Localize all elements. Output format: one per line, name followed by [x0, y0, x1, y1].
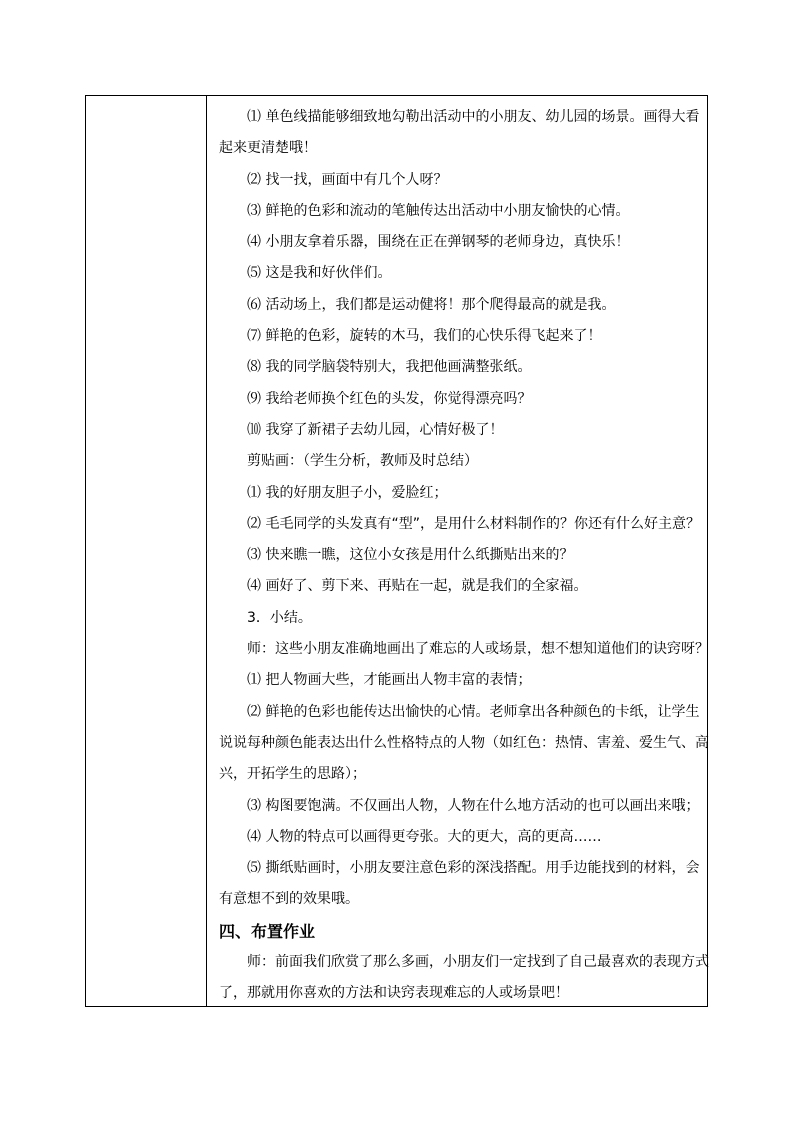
paragraph-line: 师：前面我们欣赏了那么多画，小朋友们一定找到了自己最喜欢的表现方式 — [247, 954, 709, 971]
paragraph-line: ⑷ 小朋友拿着乐器，围绕在正在弹钢琴的老师身边，真快乐！ — [247, 234, 630, 251]
paragraph-line: 起来更清楚哦！ — [219, 140, 317, 157]
paragraph-line: 说说每种颜色能表达出什么性格特点的人物（如红色：热情、害羞、爱生气、高 — [219, 734, 709, 751]
paragraph-line: 兴，开拓学生的思路）； — [219, 766, 366, 783]
paragraph-line: 师：这些小朋友准确地画出了难忘的人或场景，想不想知道他们的诀窍呀？ — [247, 641, 709, 658]
paragraph-line: ⑴ 我的好朋友胆子小，爱脸红； — [247, 484, 448, 501]
paragraph-line: ⑷ 人物的特点可以画得更夸张。大的更大，高的更高…… — [247, 828, 602, 845]
paragraph-line: ⑸ 这是我和好伙伴们。 — [247, 265, 392, 282]
paragraph-line: 了，那就用你喜欢的方法和诀窍表现难忘的人或场景吧！ — [219, 985, 569, 1002]
section-heading: 四、布置作业 — [219, 921, 316, 941]
paragraph-line: 3．小结。 — [247, 609, 312, 626]
paragraph-line: 有意想不到的效果哦。 — [219, 891, 359, 908]
paragraph-line: ⑺ 鲜艳的色彩，旋转的木马，我们的心快乐得飞起来了！ — [247, 328, 602, 345]
paragraph-line: ⑵ 找一找，画面中有几个人呀？ — [247, 171, 448, 188]
paragraph-line: ⑼ 我给老师换个红色的头发，你觉得漂亮吗？ — [247, 390, 532, 407]
paragraph-line: ⑶ 鲜艳的色彩和流动的笔触传达出活动中小朋友愉快的心情。 — [247, 202, 630, 219]
paragraph-line: ⑴ 单色线描能够细致地勾勒出活动中的小朋友、幼儿园的场景。画得大看 — [247, 109, 700, 125]
paragraph-line: ⑹ 活动场上，我们都是运动健将！那个爬得最高的就是我。 — [247, 296, 616, 313]
paragraph-line: ⑵ 鲜艳的色彩也能传达出愉快的心情。老师拿出各种颜色的卡纸，让学生 — [247, 703, 700, 720]
paragraph-line: ⑸ 撕纸贴画时，小朋友要注意色彩的深浅搭配。用手边能找到的材料，会 — [247, 860, 700, 877]
paragraph-line: ⑻ 我的同学脑袋特别大，我把他画满整张纸。 — [247, 359, 532, 376]
paragraph-line: ⑶ 快来瞧一瞧，这位小女孩是用什么纸撕贴出来的？ — [247, 547, 574, 564]
paragraph-line: ⑷ 画好了、剪下来、再贴在一起，就是我们的全家福。 — [247, 578, 588, 595]
paragraph-line: ⑶ 构图要饱满。不仅画出人物，人物在什么地方活动的也可以画出来哦； — [247, 797, 700, 814]
paragraph-line: ⑴ 把人物画大些，才能画出人物丰富的表情； — [247, 672, 532, 689]
table-left-column — [86, 96, 207, 1006]
lesson-plan-table — [85, 95, 708, 1007]
paragraph-line: ⑵ 毛毛同学的头发真有“型”，是用什么材料制作的？你还有什么好主意？ — [247, 515, 700, 532]
paragraph-line: ⑽ 我穿了新裙子去幼儿园，心情好极了！ — [247, 421, 504, 438]
table-content-cell — [207, 96, 707, 1006]
paragraph-line: 剪贴画：（学生分析，教师及时总结） — [247, 453, 478, 470]
